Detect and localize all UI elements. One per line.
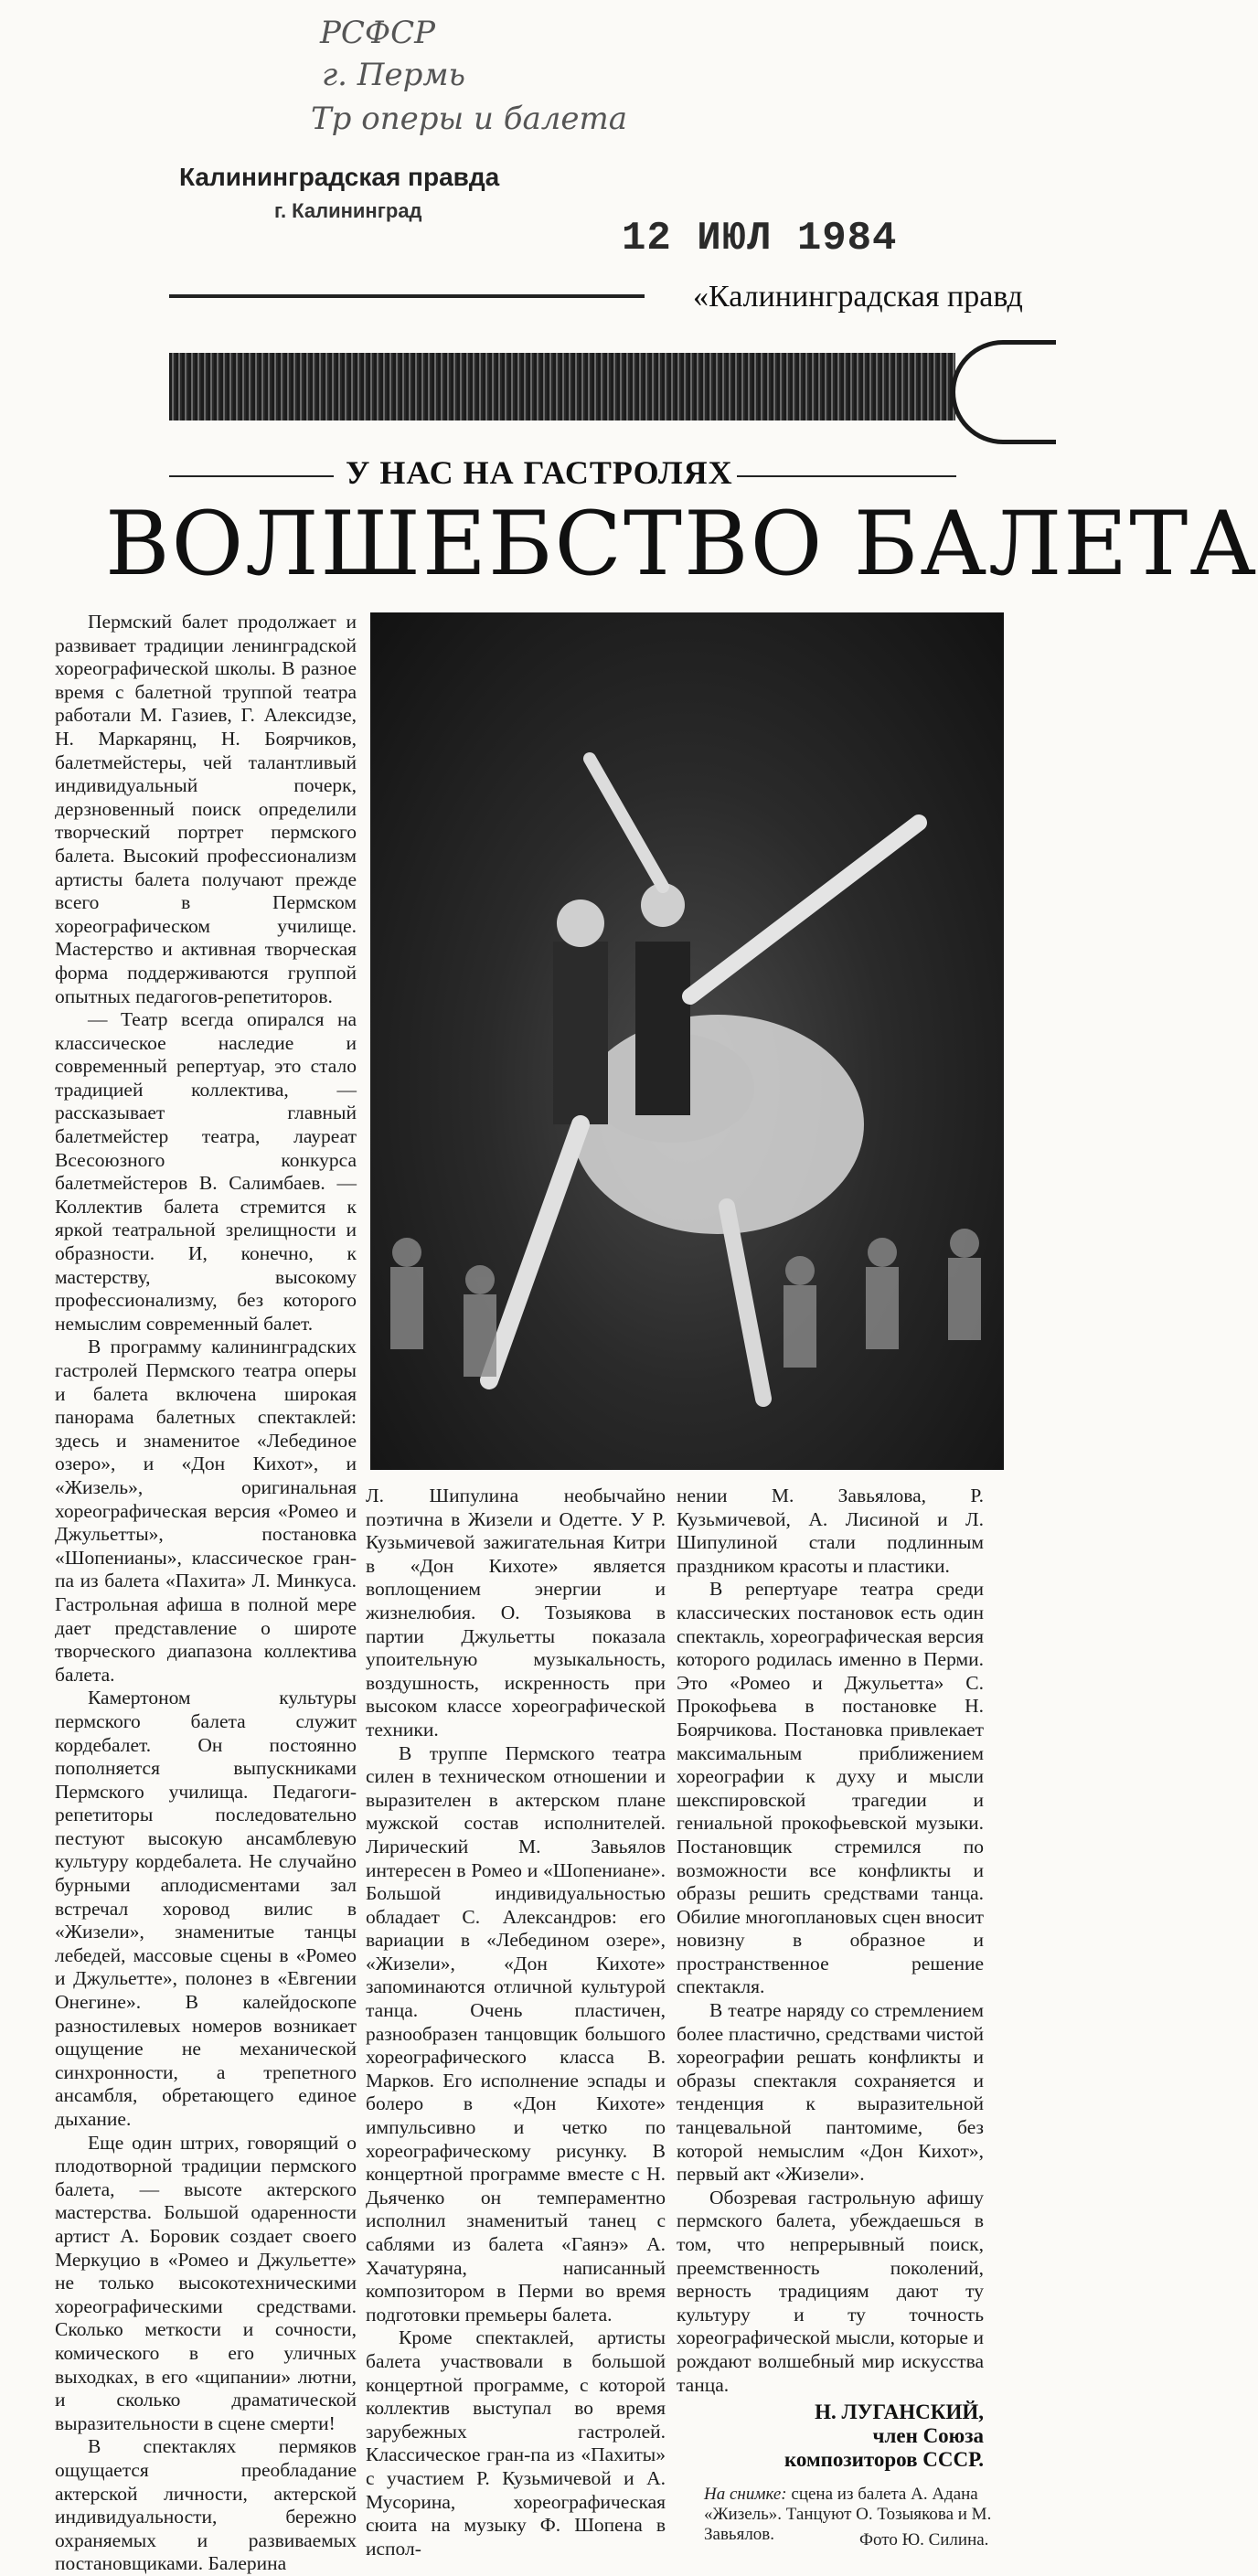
paragraph: Обозревая гастрольную афишу пермского балета, убеждаешься в том, что непрерывный поиск, преемственность поколений, верность традициям дают ту культуру и ту точность хореографической мысли, которые и рождают волшебный мир искусства танца. [677, 2186, 984, 2396]
paragraph: Кроме спектаклей, артисты балета участвовали в большой концертной программе, с которой коллектив выступал во время зарубежных гастролей. Классическое гран-па из «Пахиты» с участием Р. Кузьмичевой и А. Мусорина, хореографическая сюита на музыку Ф. Шопена в испол- [366, 2326, 666, 2560]
article-column-3 [677, 1485, 984, 2397]
handwritten-note-line1: РСФСР [320, 15, 436, 51]
author-role-line2: композиторов СССР. [784, 2448, 984, 2471]
paragraph: — Театр всегда опирался на классическое наследие и современный репертуар, это стало традицией коллектива, — рассказывает главный балетмейстер театра, лауреат Всесоюзного конкурса балетмейстеров В. Салимбаев. — Коллектив балета стремится к яркой театральной зрелищности и образности. И, конечно, к мастерству, высокому профессионализму, без которого немыслим современный балет. [55, 1008, 357, 1335]
paragraph: Л. Шипулина необычайно поэтична в Жизели и Одетте. У Р. Кузьмичевой зажигательная Китри в «Дон Кихоте» является воплощением энергии и жизнелюбия. О. Тозыякова в партии Джульетты показала упоительную музыкальность, воздушность, искренность при высоком классе хореографической техники. [366, 1485, 666, 1740]
masthead-rule [169, 294, 645, 298]
paper-name: «Калининградская правд [693, 280, 1023, 314]
paragraph: Пермский балет продолжает и развивает традиции ленинградской хореографической школы. В разное время с балетной труппой театра работали М. Газиев, Г. Алексидзе, Н. Маркарянц, Н. Боярчиков, балетмейстеры, чей талантливый индивидуальный почерк, дерзновенный поиск определили творческий портрет пермского балета. Высокий профессионализм артисты балета получают прежде всего в Пермском хореографическом училище. Мастерство и активная творческая форма поддерживаются группой опытных педагогов-репетиторов. [55, 611, 357, 1007]
handwritten-note-line3: Тр оперы и балета [311, 101, 628, 137]
caption-label: На снимке: [704, 2485, 787, 2504]
paragraph: В репертуаре театра среди классических постановок есть один спектакль, хореографическая версия которого родилась именно в Перми. Это «Ромео и Джульетта» С. Прокофьева в постановке Н. Боярчикова. Постановка привлекает максимальным приближением хореографии к духу и мысли шекспировской трагедии и гениальной прокофьевской музыки. Постановщик стремился по возможности все конфликты и образы решить средствами танца. Обилие многоплановых сцен вносит новизну в образное и пространственное решение спектакля. [677, 1578, 984, 1998]
author-name: Н. ЛУГАНСКИЙ, [815, 2400, 984, 2423]
masthead-city: г. Калининград [274, 199, 422, 222]
paragraph: В спектаклях пермяков ощущается преобладание актерской личности, актерской индивидуальности, бережно охраняемых и развиваемых постановщиками. Балерина [55, 2435, 357, 2575]
date-stamp: 12 ИЮЛ 1984 [622, 216, 898, 261]
rubric-rule-right [737, 475, 956, 477]
author-signature [677, 2400, 984, 2472]
paragraph: Еще один штрих, говорящий о плодотворной традиции пермского балета, — высоте актерского мастерства. Большой одаренности артист А. Боровик создает своего Меркуцио в «Ромео и Джульетте» не только высокотехническими хореографическими средствами. Сколько меткости и сочности, комического в его уличных выходках, в его «щипании» лютни, и сколько драматической выразительности в сцене смерти! [55, 2131, 357, 2434]
rubric-rule-left [169, 475, 334, 477]
caption-text: сцена из балета А. Адана «Жизель». Танцуют О. Тозыякова и М. Завьялов. [704, 2485, 992, 2544]
ballet-photo-illustration [370, 612, 1004, 1470]
masthead-title: Калининградская правда [179, 163, 500, 191]
masthead-band-end [951, 340, 1056, 444]
paragraph: Камертоном культуры пермского балета служит кордебалет. Он постоянно пополняется выпускниками Пермского училища. Педагоги-репетиторы последовательно пестуют высокую ансамблевую культуру кордебалета. Не случайно бурными аплодисментами зал встречал хоровод вилис в «Жизели», знаменитые танцы лебедей, массовые сцены в «Ромео и Джульетте», полонез в «Евгении Онегине». В калейдоскопе разностилевых номеров возникает ощущение не механической синхронности, а трепетного ансамбля, обретающего единое дыхание. [55, 1687, 357, 2130]
headline: ВОЛШЕБСТВО БАЛЕТА [105, 493, 1258, 595]
ballet-photo [370, 612, 1004, 1470]
rubric: У НАС НА ГАСТРОЛЯХ [346, 454, 733, 491]
masthead-hatched-band [169, 353, 955, 420]
article-column-1 [55, 611, 357, 2576]
paragraph: В программу калининградских гастролей Пермского театра оперы и балета включена широкая панорама балетных спектаклей: здесь и знаменитое «Лебединое озеро», и «Дон Кихот», и «Жизель», оригинальная хореографическая версия «Ромео и Джульетты», постановка «Шопенианы», классическое гран-па из балета «Пахита» Л. Минкуса. Гастрольная афиша в полной мере дает представление о широте творческого диапазона коллектива балета. [55, 1336, 357, 1686]
handwritten-note-line2: г. Пермь [322, 57, 466, 93]
author-role-line1: член Союза [872, 2424, 984, 2447]
paragraph: В труппе Пермского театра силен в техническом отношении и выразителен в актерском плане мужской состав исполнителей. Лирический М. Завьялов интересен в Ромео и «Шопениане». Большой индивидуальностью обладает С. Александров: его вариации в «Лебедином озере», «Жизели», «Дон Кихоте» запоминаются отличной культурой танца. Очень пластичен, разнообразен танцовщик большого хореографического класса В. Марков. Его исполнение эспады и болеро в «Дон Кихоте» импульсивно и четко по хореографическому рисунку. В концертной программе вместе с Н. Дьяченко он темпераментно исполнил знаменитый танец с саблями из балета «Гаянэ» А. Хачатуряна, написанный композитором в Перми во время подготовки премьеры балета. [366, 1741, 666, 2326]
article-column-2 [366, 1485, 666, 2560]
paragraph: нении М. Завьялова, Р. Кузьмичевой, А. Лисиной и Л. Шипулиной стали подлинным праздником красоты и пластики. [677, 1485, 984, 1577]
photo-credit: Фото Ю. Силина. [859, 2530, 989, 2549]
paragraph: В театре наряду со стремлением более пластично, средствами чистой хореографии решать конфликты и образы спектакля сохраняется и тенденция к выразительной танцевальной пантомиме, без которой немыслим «Дон Кихот», первый акт «Жизели». [677, 1999, 984, 2186]
